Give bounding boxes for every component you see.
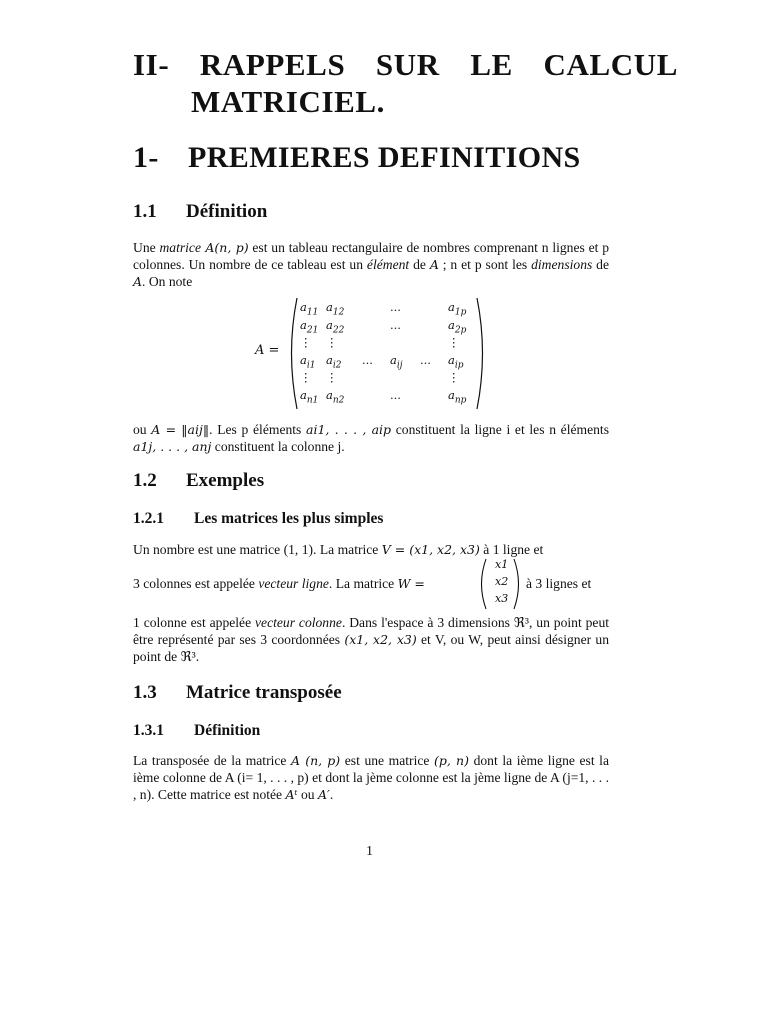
matrix-cell: ⋮ bbox=[448, 335, 460, 349]
matrix-cell: ⋮ bbox=[326, 370, 338, 384]
text: La transposée de la matrice bbox=[133, 753, 292, 768]
subsubsection-heading-1-2-1 bbox=[133, 510, 383, 528]
text: à 1 ligne et bbox=[479, 542, 544, 557]
subsubsection-number: 1.3.1 bbox=[133, 722, 164, 739]
math-inline: W = bbox=[397, 576, 425, 591]
matrix-cell: $a_{ip}$ bbox=[448, 352, 464, 370]
text: . Dans l'espace à 3 dimensions ℜ³, un point peut être représenté par ses 3 coordonnées bbox=[133, 615, 610, 647]
text: est une matrice bbox=[340, 753, 435, 768]
subsection-heading-1-1 bbox=[133, 201, 267, 223]
left-parenthesis bbox=[285, 296, 299, 411]
emphasis-text: vecteur ligne bbox=[258, 576, 329, 591]
matrix-cell: ... bbox=[390, 300, 401, 314]
text: . La matrice bbox=[328, 576, 398, 591]
subsubsection-heading-1-3-1 bbox=[133, 722, 260, 740]
text: 1 colonne est appelée bbox=[133, 615, 256, 630]
paragraph-matrix-notation bbox=[133, 421, 609, 455]
subsubsection-number: 1.2.1 bbox=[133, 510, 164, 527]
vector-element: x3 bbox=[495, 592, 509, 605]
matrix-cell: ... bbox=[420, 352, 431, 367]
text: de bbox=[409, 257, 430, 272]
vector-element: x1 bbox=[495, 558, 509, 571]
text: ou bbox=[297, 787, 318, 802]
matrix-cell: $a_{21}$ bbox=[300, 317, 319, 335]
paragraph-simple-matrices-line1 bbox=[133, 541, 609, 558]
matrix-cell: $a_{ij}$ bbox=[390, 352, 403, 370]
subsection-title: Matrice transposée bbox=[186, 682, 342, 703]
math-inline: (x1, x2, x3) bbox=[344, 632, 417, 647]
section-number: 1- bbox=[133, 141, 159, 174]
text: . bbox=[329, 787, 334, 802]
math-inline: A(n, p) bbox=[201, 240, 249, 255]
math-inline: A′ bbox=[318, 787, 330, 802]
matrix-lhs: A = bbox=[255, 343, 280, 358]
matrix-cell: ... bbox=[390, 387, 401, 402]
page-number: 1 bbox=[366, 844, 373, 859]
text: est un tableau rectangulaire de nombres comprenant n lignes et p colonnes. Un nombre de ce tableau est un bbox=[133, 240, 610, 272]
matrix-display bbox=[255, 296, 490, 411]
subsection-number: 1.1 bbox=[133, 201, 157, 222]
matrix-cell: ... bbox=[362, 352, 373, 367]
section-heading bbox=[133, 141, 581, 175]
right-parenthesis bbox=[513, 558, 523, 610]
matrix-cell: ... bbox=[390, 317, 401, 332]
chapter-title-line2: MATRICIEL. bbox=[191, 84, 386, 119]
math-inline: A bbox=[429, 257, 439, 272]
chapter-word: LE bbox=[470, 47, 513, 82]
math-inline: A bbox=[133, 274, 143, 289]
matrix-cell: $a_{12}$ bbox=[326, 300, 345, 318]
math-inline: V = (x1, x2, x3) bbox=[381, 542, 480, 557]
subsection-title: Exemples bbox=[186, 470, 265, 491]
paragraph-simple-matrices-rest bbox=[133, 614, 609, 665]
text: ou bbox=[133, 422, 152, 437]
chapter-word: RAPPELS bbox=[199, 47, 346, 82]
subsection-heading-1-3 bbox=[133, 682, 342, 704]
matrix-cell: ⋮ bbox=[300, 370, 312, 384]
paragraph-definition bbox=[133, 239, 609, 290]
matrix-cell: ⋮ bbox=[300, 335, 312, 349]
emphasis-text: vecteur colonne bbox=[255, 615, 342, 630]
matrix-cell: $a_{np}$ bbox=[448, 387, 467, 405]
emphasis-text: dimensions bbox=[531, 257, 593, 272]
text: de bbox=[592, 257, 610, 272]
right-parenthesis bbox=[475, 296, 489, 411]
math-inline: a1j, . . . , anj bbox=[133, 439, 212, 454]
vector-element: x2 bbox=[495, 575, 509, 588]
text: . Les p éléments bbox=[209, 422, 307, 437]
matrix-cell: $a_{22}$ bbox=[326, 317, 345, 335]
math-inline: (p, n) bbox=[434, 753, 469, 768]
matrix-cell: $a_{n2}$ bbox=[326, 387, 345, 405]
matrix-cell: ⋮ bbox=[326, 335, 338, 349]
math-inline: Aᵗ bbox=[285, 787, 298, 802]
emphasis-text: matrice bbox=[159, 240, 201, 255]
emphasis-text: élément bbox=[366, 257, 410, 272]
text: . On note bbox=[142, 274, 193, 289]
matrix-cell: $a_{n1}$ bbox=[300, 387, 319, 405]
matrix-cell: ⋮ bbox=[448, 370, 460, 384]
math-inline: ai1, . . . , aip bbox=[306, 422, 392, 437]
matrix-cell: $a_{11}$ bbox=[300, 300, 319, 318]
subsection-title: Définition bbox=[186, 201, 268, 222]
text: constituent la ligne i et les n éléments bbox=[391, 422, 609, 437]
text: à 3 lignes et bbox=[526, 576, 592, 591]
subsubsection-title: Définition bbox=[194, 722, 261, 739]
left-parenthesis bbox=[477, 558, 487, 610]
section-title: PREMIERES DEFINITIONS bbox=[188, 141, 581, 174]
matrix-cell: $a_{i1}$ bbox=[300, 352, 316, 370]
subsection-number: 1.3 bbox=[133, 682, 157, 703]
chapter-word: CALCUL bbox=[543, 47, 678, 82]
column-vector bbox=[477, 558, 522, 610]
subsection-number: 1.2 bbox=[133, 470, 157, 491]
paragraph-simple-matrices-line2-end bbox=[526, 575, 616, 592]
math-inline: A (n, p) bbox=[291, 753, 341, 768]
text: dont la ième ligne est la ième colonne de A (i= 1, . . . , p) et dont la jème colonne est la jème ligne de A (j=1, . . . , n). Cette matrice est notée bbox=[133, 753, 609, 802]
text: 3 colonnes est appelée bbox=[133, 576, 259, 591]
text: Un nombre est une matrice (1, 1). La matrice bbox=[133, 542, 382, 557]
matrix-cell: $a_{i2}$ bbox=[326, 352, 342, 370]
chapter-heading bbox=[133, 46, 693, 120]
paragraph-transpose-definition bbox=[133, 752, 609, 803]
text: ; n et p sont les bbox=[438, 257, 532, 272]
text: Une bbox=[133, 240, 160, 255]
matrix-cell: $a_{2p}$ bbox=[448, 317, 467, 335]
text: et V, ou W, peut ainsi désigner un point de ℜ³. bbox=[133, 632, 609, 664]
chapter-number: II- bbox=[133, 47, 170, 82]
matrix-cell: $a_{1p}$ bbox=[448, 300, 467, 318]
chapter-word: SUR bbox=[375, 47, 440, 82]
math-inline: A = ‖aij‖ bbox=[151, 422, 210, 437]
text: constituent la colonne j. bbox=[211, 439, 345, 454]
subsubsection-title: Les matrices les plus simples bbox=[194, 510, 384, 527]
subsection-heading-1-2 bbox=[133, 470, 264, 492]
